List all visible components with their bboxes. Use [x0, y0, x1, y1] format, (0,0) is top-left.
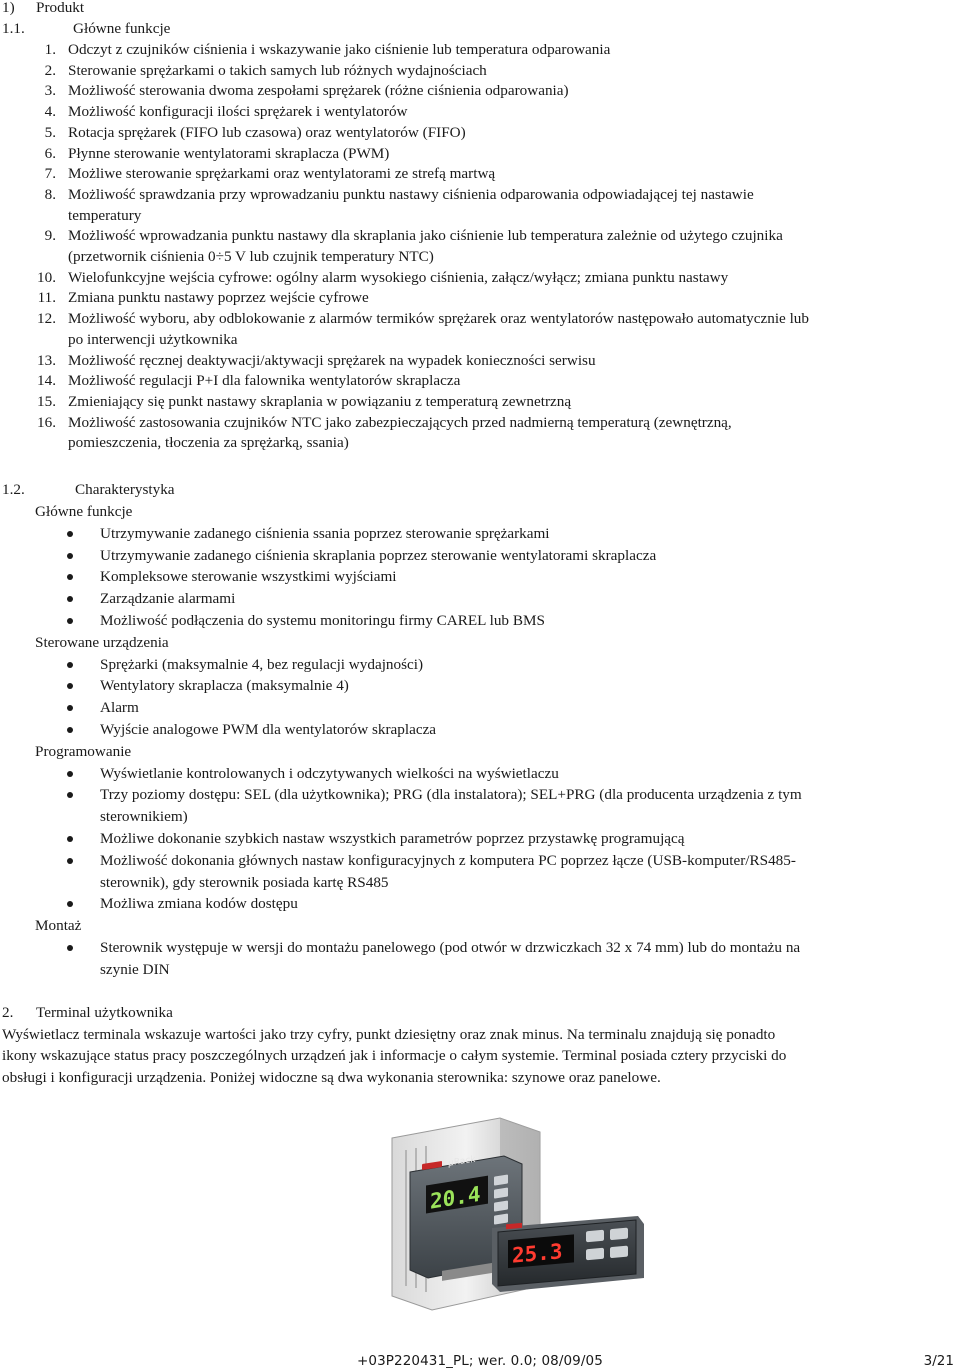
- feature-number: 15.: [37, 392, 56, 410]
- feature-text: Odczyt z czujników ciśnienia i wskazywanie jako ciśnienie lub temperatura odparowania: [68, 41, 611, 58]
- controller-photo: [372, 1110, 652, 1328]
- feature-text: Możliwość sterowania dwoma zespołami sprężarek (różne ciśnienia odparowania): [68, 82, 569, 100]
- bullet-icon: [67, 705, 73, 711]
- bullet-icon: [67, 945, 73, 951]
- panel-button-2: [610, 1228, 628, 1241]
- feature-text: Możliwość wyboru, aby odblokowanie z alarmów termików sprężarek oraz wentylatorów następowało automatycznie lub: [68, 310, 809, 328]
- feature-item: [0, 288, 960, 309]
- document-reference: +03P220431_PL; wer. 0.0; 08/09/05: [357, 1353, 603, 1369]
- bullet-item: [0, 719, 960, 741]
- characteristics-group-title: Programowanie: [35, 742, 132, 760]
- bullet-icon: [67, 618, 73, 624]
- subsection-number: 1.1.: [2, 20, 25, 37]
- bullet-text: Sprężarki (maksymalnie 4, bez regulacji wydajności): [100, 655, 424, 673]
- feature-item: [0, 185, 960, 226]
- feature-number: 6.: [44, 144, 56, 162]
- bullet-icon: [67, 574, 73, 580]
- paragraph-line: Wyświetlacz terminala wskazuje wartości jako trzy cyfry, punkt dziesiętny oraz znak minus. Na terminalu znajdują się ponadto: [2, 1026, 776, 1043]
- bullet-item: [0, 850, 960, 894]
- subsection-title: Charakterystyka: [75, 481, 175, 498]
- bullet-item: [0, 828, 960, 850]
- feature-text: Możliwość sprawdzania przy wprowadzaniu punktu nastawy ciśnienia odparowania odpowiadającej tej nastawie: [68, 185, 754, 203]
- bullet-text: sterownik), gdy sterownik posiada kartę RS485: [100, 873, 389, 891]
- feature-item: [0, 413, 960, 454]
- feature-item: [0, 123, 960, 144]
- section-number: 2.: [2, 1004, 14, 1021]
- bullet-icon: [67, 771, 73, 777]
- feature-text: Płynne sterowanie wentylatorami skraplacza (PWM): [68, 144, 390, 162]
- bullet-text: Możliwa zmiana kodów dostępu: [100, 895, 298, 913]
- feature-number: 14.: [37, 372, 56, 390]
- feature-text: Zmiana punktu nastawy poprzez wejście cyfrowe: [68, 289, 369, 307]
- brand-label: μRack: [448, 1154, 476, 1169]
- feature-text: Możliwość ręcznej deaktywacji/aktywacji sprężarek na wypadek konieczności serwisu: [68, 351, 596, 369]
- bullet-item: [0, 675, 960, 697]
- feature-number: 5.: [44, 123, 56, 141]
- bullet-text: Kompleksowe sterowanie wszystkimi wyjściami: [100, 568, 397, 586]
- feature-item: [0, 392, 960, 413]
- feature-number: 2.: [44, 61, 56, 79]
- feature-text: Możliwe sterowanie sprężarkami oraz wentylatorami ze strefą martwą: [68, 165, 496, 183]
- feature-text: temperatury: [68, 206, 142, 224]
- feature-number: 1.: [44, 41, 56, 58]
- section-title: Terminal użytkownika: [36, 1004, 173, 1021]
- paragraph-line: obsługi i konfiguracji urządzenia. Poniżej widoczne są dwa wykonania sterownika: szynowe oraz panelowe.: [2, 1068, 661, 1086]
- feature-item: [0, 144, 960, 165]
- panel-button-1: [586, 1230, 604, 1243]
- subsection-heading-charakterystyka: [2, 480, 175, 501]
- bullet-text: Wentylatory skraplacza (maksymalnie 4): [100, 677, 349, 695]
- bullet-item: [0, 937, 960, 981]
- bullet-text: Możliwe dokonanie szybkich nastaw wszystkich parametrów poprzez przystawkę programującą: [100, 829, 685, 847]
- feature-text: pomieszczenia, tłoczenia za sprężarką, ssania): [68, 434, 349, 452]
- feature-text: Możliwość konfiguracji ilości sprężarek i wentylatorów: [68, 103, 408, 121]
- section-heading-produkt: [2, 0, 84, 19]
- feature-number: 4.: [44, 103, 56, 121]
- bullet-text: Możliwość podłączenia do systemu monitoringu firmy CAREL lub BMS: [100, 611, 545, 629]
- bullet-icon: [67, 531, 73, 537]
- section-number: 1): [2, 0, 15, 16]
- feature-number: 8.: [44, 185, 56, 203]
- bullet-text: sterownikiem): [100, 808, 188, 826]
- feature-number: 7.: [44, 165, 56, 183]
- bullet-item: [0, 566, 960, 588]
- feature-item: [0, 102, 960, 123]
- feature-text: Rotacja sprężarek (FIFO lub czasowa) oraz wentylatorów (FIFO): [68, 123, 466, 141]
- feature-text: Wielofunkcyjne wejścia cyfrowe: ogólny alarm wysokiego ciśnienia, załącz/wyłącz; zmiana punktu nastawy: [68, 268, 729, 286]
- feature-item: [0, 61, 960, 82]
- feature-item: [0, 268, 960, 289]
- feature-text: Możliwość wprowadzania punktu nastawy dla skraplania jako ciśnienie lub temperatura zależnie od użytego czujnika: [68, 227, 783, 245]
- feature-item: [0, 164, 960, 185]
- section-heading-terminal: [2, 1003, 173, 1024]
- feature-number: 13.: [37, 351, 56, 369]
- feature-item: [0, 226, 960, 267]
- bullet-icon: [67, 836, 73, 842]
- bullet-item: [0, 523, 960, 545]
- feature-text: Zmieniający się punkt nastawy skraplania w powiązaniu z temperaturą zewnetrzną: [68, 392, 572, 410]
- page-number: 3/21: [923, 1353, 954, 1369]
- feature-item: [0, 371, 960, 392]
- panel-controller: [492, 1216, 644, 1292]
- features-list: [0, 40, 960, 454]
- bullet-item: [0, 697, 960, 719]
- bullet-item: [0, 763, 960, 785]
- bullet-item: [0, 545, 960, 567]
- feature-item: [0, 40, 960, 61]
- bullet-icon: [67, 596, 73, 602]
- panel-display-readout: 25.3: [512, 1238, 563, 1268]
- feature-item: [0, 309, 960, 350]
- bullet-item: [0, 893, 960, 915]
- section-title: Produkt: [36, 0, 85, 16]
- bullet-text: Trzy poziomy dostępu: SEL (dla użytkownika); PRG (dla instalatora); SEL+PRG (dla producenta urządzenia z tym: [100, 786, 802, 804]
- bullet-list: [0, 654, 960, 741]
- characteristics-group-title: Sterowane urządzenia: [35, 633, 169, 651]
- bullet-text: Utrzymywanie zadanego ciśnienia skraplania poprzez sterowanie wentylatorami skraplacza: [100, 546, 657, 564]
- characteristics-group-title: Montaż: [35, 917, 82, 935]
- bullet-list: [0, 763, 960, 916]
- feature-number: 9.: [44, 227, 56, 245]
- bullet-text: Wyjście analogowe PWM dla wentylatorów skraplacza: [100, 720, 437, 738]
- bullet-text: Zarządzanie alarmami: [100, 590, 236, 608]
- bullet-text: Wyświetlanie kontrolowanych i odczytywanych wielkości na wyświetlaczu: [100, 764, 559, 782]
- bullet-list: [0, 523, 960, 632]
- bullet-item: [0, 610, 960, 632]
- subsection-title: Główne funkcje: [73, 20, 171, 37]
- bullet-item: [0, 654, 960, 676]
- bullet-text: Utrzymywanie zadanego ciśnienia ssania poprzez sterowanie sprężarkami: [100, 524, 550, 542]
- panel-button-4: [610, 1246, 628, 1259]
- bullet-icon: [67, 858, 73, 864]
- feature-text: Możliwość regulacji P+I dla falownika wentylatorów skraplacza: [68, 372, 461, 390]
- bullet-item: [0, 588, 960, 610]
- feature-item: [0, 81, 960, 102]
- feature-number: 11.: [37, 289, 56, 307]
- bullet-icon: [67, 553, 73, 559]
- feature-item: [0, 351, 960, 372]
- bullet-text: Możliwość dokonania głównych nastaw konfiguracyjnych z komputera PC poprzez łącze (USB-komputer/RS485-: [100, 851, 796, 869]
- bullet-icon: [67, 662, 73, 668]
- paragraph-line: ikony wskazujące status pracy poszczególnych urządzeń jak i informacje o całym systemie. Terminal posiada cztery przyciski do: [2, 1047, 787, 1065]
- bullet-text: Sterownik występuje w wersji do montażu panelowego (pod otwór w drzwiczkach 32 x 74 mm) lub do montażu na: [100, 938, 801, 956]
- feature-number: 10.: [37, 268, 56, 286]
- feature-text: (przetwornik ciśnienia 0÷5 V lub czujnik temperatury NTC): [68, 248, 434, 266]
- din-display-readout: 20.4: [430, 1180, 481, 1214]
- subsection-number: 1.2.: [2, 481, 25, 498]
- bullet-list: [0, 937, 960, 981]
- feature-text: Możliwość zastosowania czujników NTC jako zabezpieczających przed nadmierną temperaturą (zewnętrzną,: [68, 413, 732, 431]
- feature-text: po interwencji użytkownika: [68, 330, 238, 348]
- panel-button-3: [586, 1248, 604, 1261]
- terminal-paragraph: [2, 1024, 954, 1088]
- feature-number: 16.: [37, 413, 56, 431]
- feature-text: Sterowanie sprężarkami o takich samych lub różnych wydajnościach: [68, 61, 487, 79]
- bullet-icon: [67, 792, 73, 798]
- characteristics-section: [0, 501, 960, 981]
- bullet-text: Alarm: [100, 699, 139, 717]
- page-footer: [0, 1351, 960, 1370]
- bullet-text: szynie DIN: [100, 960, 170, 978]
- bullet-icon: [67, 727, 73, 733]
- bullet-item: [0, 784, 960, 828]
- feature-number: 12.: [37, 310, 56, 328]
- feature-number: 3.: [44, 82, 56, 100]
- subsection-heading-glowne-funkcje: [2, 19, 170, 40]
- characteristics-group-title: Główne funkcje: [35, 503, 133, 520]
- bullet-icon: [67, 683, 73, 689]
- bullet-icon: [67, 901, 73, 907]
